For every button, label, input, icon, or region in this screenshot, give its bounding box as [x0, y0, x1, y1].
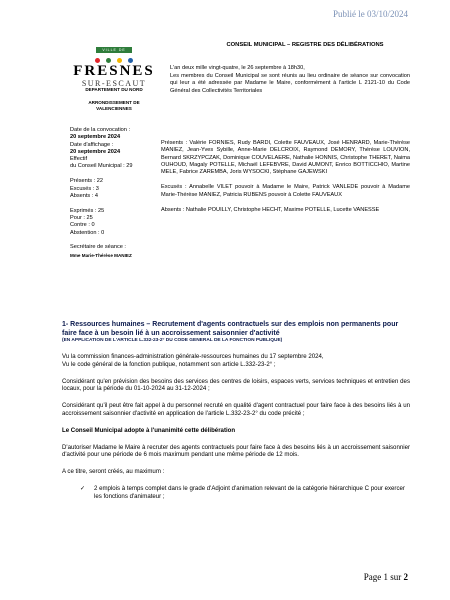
considerant-1: Considérant qu'en prévision des besoins des services des centres de loisirs, espaces verts, services techniques et entretien des locaux, pour la période du 01-10-2024 au 31-12-2024 ;	[62, 377, 410, 393]
deliberation-body	[62, 320, 410, 501]
affichage-label: Date d'affichage :	[70, 141, 114, 148]
list-item	[80, 485, 410, 501]
considerant-2: Considérant qu'il peut être fait appel à du personnel recruté en qualité d'agent contractuel pour faire face à des besoins liés à un accroissement saisonnier d'activité en application de l'article L.332-23-2° du code précité ;	[62, 402, 410, 417]
page-current: Page 1	[363, 572, 388, 582]
intro-text: Les membres du Conseil Municipal se sont réunis au lieu ordinaire de séance sur convocation qui leur a été adressée par Madame le Maire, conformément à l'article L 2121-10 du Code Général des Collectivités Territoriales	[170, 72, 410, 94]
autoriser-paragraph: D'autoriser Madame le Maire à recruter des agents contractuels pour faire face à des besoins liés à un accroissement saisonnier d'activité pour une période de 6 mois maximum pendant une même période de 12 mois.	[62, 443, 410, 459]
count-exprimes: Exprimés : 25	[70, 207, 105, 214]
secretaire-name: Mme Marie-Thérèse MANIEZ	[70, 252, 132, 258]
convocation-date: 20 septembre 2024	[70, 134, 121, 141]
count-abstention: Abstention : 0	[70, 229, 105, 236]
effectif-label: Effectif	[70, 156, 87, 163]
absents-list: Absents : Nathalie POUILLY, Christophe HECHT, Maxime POTELLE, Lucette VANESSE	[161, 207, 380, 214]
section-title: 1- Ressources humaines – Recrutement d'agents contractuels sur des emplois non permanents pour faire face à un besoin lié à un accroissement saisonnier d'activité	[62, 321, 399, 337]
page-number	[364, 572, 408, 582]
count-pour: Pour : 25	[70, 214, 93, 221]
excuses-list: Excusés : Annabelle VILET pouvoir à Madame le Maire, Patrick VANLEDE pouvoir à Madame Marie-Thérèse MANIEZ, Patricia RUBENS pouvoir à Colette FAUVEAUX	[161, 184, 410, 198]
count-excuses: Excusés : 3	[70, 185, 99, 192]
vu-commission	[62, 353, 410, 369]
count-absents: Absents : 4	[70, 192, 98, 199]
count-presents: Présents : 22	[70, 178, 103, 185]
meeting-summary	[70, 127, 166, 266]
vu-line-1: Vu la commission finances-administration générale-ressources humaines du 17 septembre 2024,	[62, 353, 324, 360]
register-title: CONSEIL MUNICIPAL – REGISTRE DES DÉLIBÉRATIONS	[226, 42, 384, 48]
effectif-value: du Conseil Municipal : 29	[70, 163, 133, 170]
arrondissement	[70, 100, 158, 112]
arrondissement-line-1: ARRONDISSEMENT DE	[88, 100, 140, 105]
list-item-text: 2 emplois à temps complet dans le grade d'Adjoint d'animation relevant de la catégorie hiérarchique C pour exercer les fonctions d'animateur ;	[94, 484, 405, 500]
published-date: Publié le 03/10/2024	[333, 9, 408, 19]
logo-banner: VILLE DE	[96, 47, 131, 53]
a-ce-titre: A ce titre, seront créés, au maximum :	[62, 468, 165, 476]
meeting-intro	[170, 65, 410, 95]
department: DEPARTEMENT DU NORD	[85, 87, 143, 92]
secretaire-label: Secrétaire de séance :	[70, 244, 126, 251]
convocation-label: Date de la convocation :	[70, 127, 131, 133]
city-logo	[72, 38, 156, 88]
arrondissement-line-2: VALENCIENNES	[96, 106, 132, 111]
attendance-details	[161, 140, 410, 222]
checkmark-icon: ✓	[80, 484, 86, 492]
page-total: 2	[403, 572, 408, 582]
section-note: (EN APPLICATION DE L'ARTICLE L.332-23-2° DU CODE GENERAL DE LA FONCTION PUBLIQUE)	[62, 338, 283, 343]
page-of: sur	[390, 572, 402, 582]
unanimity-statement: Le Conseil Municipal adopte à l'unanimité cette délibération	[62, 426, 236, 434]
presents-list: Présents : Valérie FORNIES, Rudy BARDI, Colette FAUVEAUX, José HENRARD, Marie-Thérèse MANIEZ, Jean-Yves Sybille, Anne-Marie DELCROIX, Raymond DEMORY, Thérèse LOUVION, Bernard SKRZYPCZAK, Dominique COUVELAERE, Nathalie HONNIS, Christophe THERET, Naima OUHOUD, Magaly POTELLE, Michaël LEFEBVRE, David AUMONT, Enrico BOTTICCHIO, Martine MELE, Fabrice ZAREMBA, Joris WYSOCKI, Stéphane GAJEWSKI	[161, 140, 410, 176]
count-contre: Contre : 0	[70, 222, 95, 229]
logo-subname: SUR-ESCAUT	[81, 79, 147, 88]
logo-name: FRESNES	[73, 63, 155, 79]
vu-line-2: Vu le code général de la fonction publique, notamment son article L.332-23-2° ;	[62, 360, 276, 368]
intro-date: L'an deux mille vingt-quatre, le 26 septembre à 18h30,	[170, 65, 305, 71]
affichage-date: 20 septembre 2024	[70, 148, 121, 155]
